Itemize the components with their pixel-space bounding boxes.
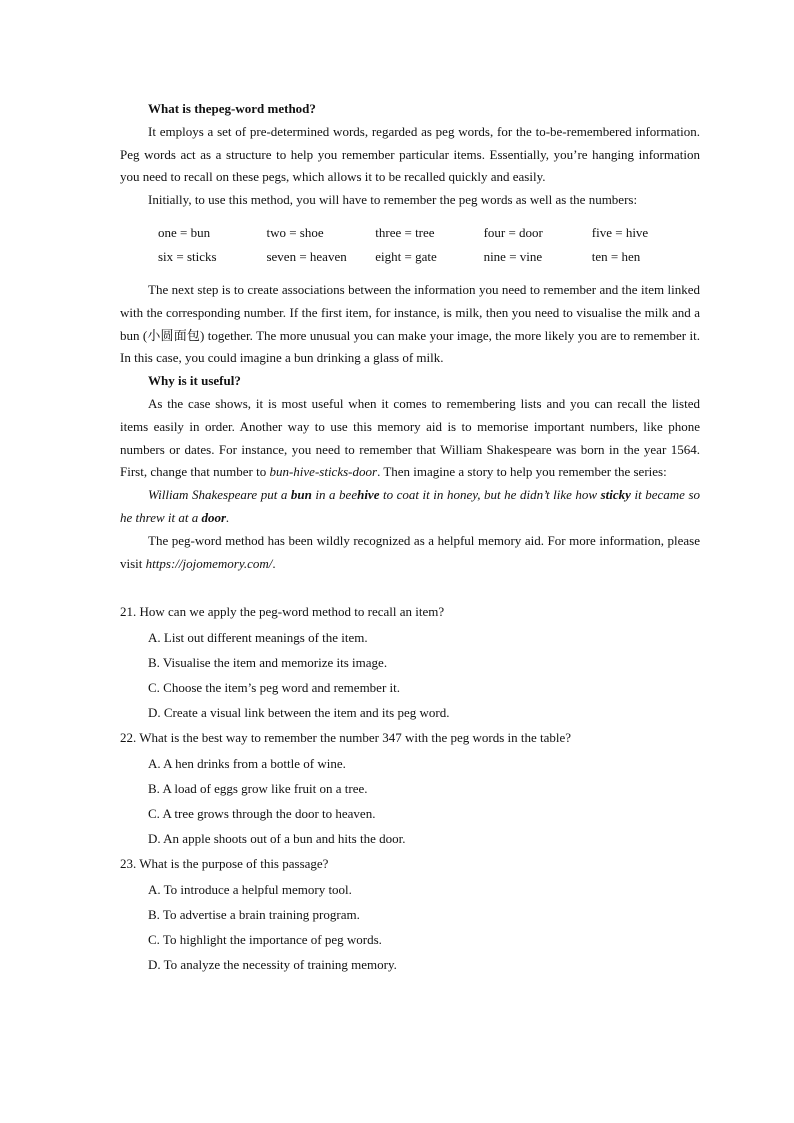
peg-cell: nine = vine (483, 248, 543, 264)
option-b[interactable]: B. A load of eggs grow like fruit on a tree. (148, 780, 368, 796)
story-keyword: hive (357, 487, 380, 503)
paragraph-conclusion (120, 530, 700, 576)
story-text: in a bee (311, 487, 358, 503)
option-c[interactable]: C. To highlight the importance of peg words. (148, 931, 382, 947)
questions-section (120, 599, 700, 977)
question-stem: 21. How can we apply the peg-word method to recall an item? (120, 604, 445, 620)
option-b[interactable]: B. To advertise a brain training program. (148, 906, 360, 922)
paragraph-text: As the case shows, it is most useful when it comes to remembering lists and you can recall the listed items easily in order. Another way to use this memory aid is to memorise important numbers, like phone numbers or dates. For instance, you need to remember that William Shakespeare was born in the year 1564. First, change that number to (120, 395, 700, 480)
section-heading-useful: Why is it useful? (148, 373, 241, 389)
story-keyword: bun (290, 487, 312, 503)
question-21 (120, 599, 700, 725)
story-text: . (226, 509, 230, 525)
peg-sequence: bun-hive-sticks-door (269, 464, 378, 480)
peg-cell: eight = gate (375, 248, 437, 264)
option-c[interactable]: C. A tree grows through the door to heaven. (148, 805, 376, 821)
section-heading-method: What is thepeg-word method? (148, 101, 316, 116)
paragraph-text: The peg-word method has been wildly recognized as a helpful memory aid. For more information, please visit (120, 532, 700, 571)
option-b[interactable]: B. Visualise the item and memorize its image. (148, 654, 388, 670)
paragraph-associations: The next step is to create associations between the information you need to remember and the item linked with the corresponding number. If the first item, for instance, is milk, then you need to visualise the milk and a bun (小圆面包) together. The more unusual you can make your image, the more likely you are to remember it. In this case, you could imagine a bun drinking a glass of milk. (120, 281, 700, 366)
option-a[interactable]: A. To introduce a helpful memory tool. (148, 881, 352, 897)
website-link[interactable]: https://jojomemory.com/ (145, 555, 273, 571)
paragraph-initially: Initially, to use this method, you will have to remember the peg words as well as the numbers: (148, 192, 638, 208)
peg-word-table (158, 221, 700, 269)
peg-cell: three = tree (375, 224, 435, 240)
document-page (120, 98, 700, 977)
paragraph-usefulness (120, 393, 700, 484)
story-text: William Shakespeare put a (148, 487, 291, 503)
question-22 (120, 725, 700, 851)
peg-table-row (158, 221, 700, 245)
peg-cell: six = sticks (158, 248, 217, 264)
question-23 (120, 851, 700, 977)
story-text: to coat it in honey, but he didn’t like how (379, 487, 601, 503)
question-stem: 22. What is the best way to remember the number 347 with the peg words in the table? (120, 730, 572, 746)
shakespeare-story (120, 484, 700, 530)
story-keyword: door (201, 509, 227, 525)
option-d[interactable]: D. Create a visual link between the item and its peg word. (148, 705, 450, 721)
paragraph-intro: It employs a set of pre-determined words, regarded as peg words, for the to-be-remembered information. Peg words act as a structure to help you remember particular items. Essentially, you’re hanging information you need to recall on these pegs, which allows it to be recalled quickly and easily. (120, 123, 700, 185)
option-a[interactable]: A. List out different meanings of the item. (148, 629, 368, 645)
peg-cell: one = bun (158, 224, 211, 240)
peg-cell: four = door (483, 224, 543, 240)
peg-cell: two = shoe (266, 224, 324, 240)
paragraph-text: . (272, 555, 276, 571)
option-d[interactable]: D. An apple shoots out of a bun and hits the door. (148, 831, 406, 847)
peg-cell: ten = hen (591, 248, 641, 264)
story-keyword: sticky (600, 487, 631, 503)
question-stem: 23. What is the purpose of this passage? (120, 856, 329, 872)
peg-table-row (158, 245, 700, 269)
option-a[interactable]: A. A hen drinks from a bottle of wine. (148, 755, 346, 771)
peg-cell: five = hive (591, 224, 649, 240)
option-c[interactable]: C. Choose the item’s peg word and remember it. (148, 679, 401, 695)
option-d[interactable]: D. To analyze the necessity of training memory. (148, 957, 397, 973)
story-text: it became so he threw it at a (120, 487, 700, 525)
peg-cell: seven = heaven (266, 248, 347, 264)
paragraph-text: . Then imagine a story to help you remember the series: (377, 464, 667, 480)
